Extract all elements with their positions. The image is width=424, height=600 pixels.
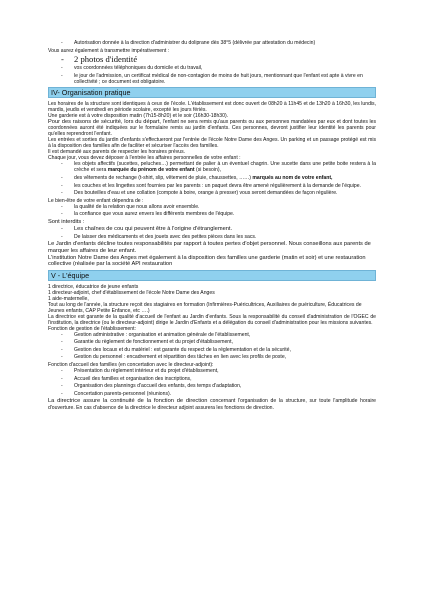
list-item: - Accueil des familles et organisation des inscriptions, (48, 376, 376, 382)
section-heading-organisation: IV- Organisation pratique (48, 87, 376, 98)
paragraph: Les entrées et sorties du jardin d'enfants s'effectueront par l'entrée de l'école Notre Dame des Anges. Un parking et un passage protégé est mis à la disposition des familles afin de faciliter et sécuriser l'accès des familles. (48, 137, 376, 150)
list-item: - Gestion administrative : organisation et animation générale de l'établissement, (48, 332, 376, 338)
paragraph-continuite (48, 398, 376, 411)
paragraph: Tout au long de l'année, la structure reçoit des stagiaires en formation (Infirmières-Puéricultrices, Auxiliaires de puériculture, Éducatrices de Jeunes enfants, CAP Petite Enfance, etc ….) (48, 301, 362, 314)
list-item (48, 175, 376, 181)
paragraph: Chaque jour, vous devez déposer à l'entrée les affaires personnelles de votre enfant : (48, 155, 241, 162)
list-item: - le jour de l'admission, un certificat médical de non-contagion de moins de huit jours, mentionnant que l'enfant est apte à vivre en collectivité ; ce document est obligatoire. (48, 73, 376, 85)
bien-etre-list (48, 204, 376, 218)
paragraph: 1 aide-maternelle, (48, 295, 89, 302)
paragraph: L'institution Notre Dame des Anges met également à la disposition des familles une garderie (matin et soir) et une restauration collective (réalisée par la société API restauration (48, 254, 366, 268)
list-item: - Autorisation donnée à la direction d'administrer du doliprane dès 38°5 (délivrée par attestation du médecin) (48, 40, 376, 46)
list-item: - Gestion des locaux et du matériel : est garante du respect de la réglementation et de la sécurité, (48, 347, 376, 353)
text-bold: marquée du prénom de votre enfant (107, 167, 195, 174)
list-item (48, 161, 376, 173)
paragraph: Vous aurez également à transmettre impérativement : (48, 47, 170, 54)
list-item: - Des bouteilles d'eau et une collation (compote à boire, orange à presser) vous seront demandées de façon régulière. (48, 190, 376, 196)
paragraph: Les horaires de la structure sont identiques à ceux de l'école. L'établissement est donc ouvert de 08h20 à 11h45 et de 13h20 à 16h30, les lundis, mardis, jeudis et vendredi en période scolaire, excepté les jours fériés. (48, 100, 376, 113)
list-item: - Présentation du règlement intérieur et du projet d'établissement, (48, 368, 376, 374)
text-bold: marqués au nom de votre enfant, (252, 174, 333, 181)
paragraph: 1 directrice, éducatrice de jeune enfants (48, 283, 139, 290)
content-column (48, 40, 376, 411)
list-item: - Garantie du règlement de fonctionnement et du projet d'établissement, (48, 339, 376, 345)
paragraph: Une garderie est à votre disposition matin (7h15-8h20) et le soir (16h30-18h30). (48, 112, 229, 119)
interdits-list (48, 226, 376, 240)
continuite-lead: La directrice assure la continuité de la fonction de direction (48, 398, 208, 405)
list-item: - Organisation des plannings d'accueil des enfants, des temps d'adaptation, (48, 383, 376, 389)
continuite-body: concernant l'organisation de la structure, sur toute l'amplitude horaire d'ouverture. En cas d'absence de la directrice le directeur adjoint assurera les fonctions de direction. (48, 398, 377, 412)
affaires-list (48, 161, 376, 196)
list-item: - Concertation parents-personnel (réunions). (48, 391, 376, 397)
text: (si besoin), (194, 167, 221, 174)
list-item: - la qualité de la relation que nous allons avoir ensemble. (48, 204, 376, 210)
list-item: - la confiance que vous aurez envers les différents membres de l'équipe. (48, 211, 376, 217)
paragraph: Il est demandé aux parents de respecter les horaires prévus. (48, 149, 186, 156)
paragraph-securite (48, 119, 376, 138)
paragraph: Le Jardin d'enfants décline toutes responsabilités par rapport à toutes pertes d'objet personnel. Nous conseillons aux parents de marquer les affaires de leur enfant. (48, 241, 371, 254)
list-item: - Les chaînes de cou qui peuvent être à l'origine d'étranglement. (48, 226, 376, 233)
paragraph: Le bien-être de votre enfant dépendra de : (48, 197, 144, 204)
list-item-photos: - 2 photos d'identité (48, 54, 376, 64)
text: des vêtements de rechange (t-shirt, slip, vêtement de pluie, chaussettes, ……) (74, 174, 253, 181)
text: les objets affectifs (sucettes, peluches…) permettant de palier à un éventuel chagrin. Une sucette dans une petite boite restera à la crèche et sera (74, 161, 376, 174)
top-list-2 (48, 54, 376, 85)
gestion-list (48, 332, 376, 361)
list-item: - les couches et les lingettes sont fournies par les parents : un paquet devra être amené régulièrement à la demande de l'équipe. (48, 183, 376, 189)
list-item: - De laisser des médicaments et des jouets avec des petites pièces dans les sacs. (48, 234, 376, 240)
paragraph: Fonction d'accueil des familles (en concertation avec le directeur-adjoint): (48, 362, 214, 369)
paragraph: Fonction de gestion de l'établissement: (48, 325, 136, 332)
paragraph: Sont interdits : (48, 218, 85, 225)
paragraph: La directrice est garante de la qualité d'accueil de l'enfant au Jardin d'enfants. Sous la responsabilité du conseil d'administration de l'OGEC de l'institution, la directrice (ou le directeur-adjoint) dirige le Jardin d'Enfants et a délégation du conseil d'administration pour les missions suivantes. (48, 313, 376, 326)
securite-lead: Pour des raisons de sécurité, lors du départ, (48, 118, 162, 125)
paragraph: 1 directeur-adjoint, chef d'établissement de l'école Notre Dame des Anges (48, 289, 215, 296)
section-heading-equipe: V - L'équipe (48, 270, 376, 281)
list-item: - vos coordonnées téléphoniques du domicile et du travail, (48, 65, 376, 71)
accueil-list (48, 368, 376, 397)
top-list-1 (48, 40, 376, 46)
securite-body: l'enfant ne sera remis qu'aux parents ou aux personnes mandatées par eux et dont toutes les coordonnées auront été indiquées sur le formulaire remis au jardin d'enfants. Ces personnes, devront justifier leur identité les parents pour qu'elles reprendront l'enfant. (48, 118, 376, 138)
list-item: - Gestion du personnel : encadrement et répartition des tâches en lien avec les profils de poste, (48, 354, 376, 360)
